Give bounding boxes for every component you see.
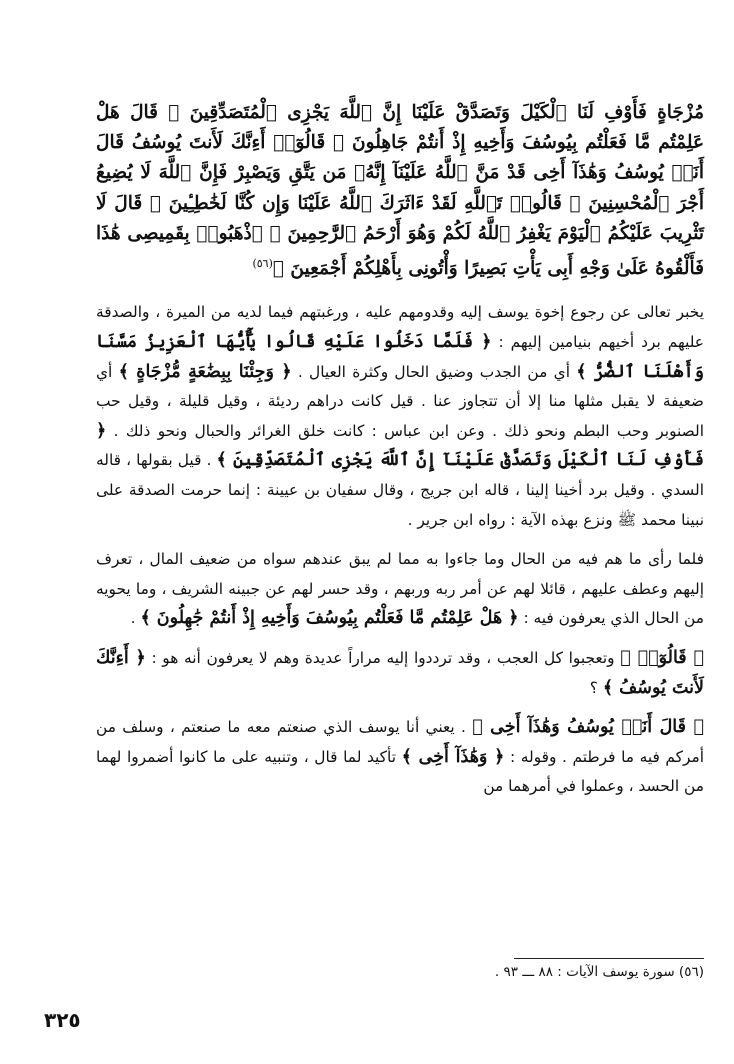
paragraph-text: وتعجبوا كل العجب ، وقد ترددوا إليه مراراً عديدة وهم لا يعرفون أنه هو :	[151, 648, 615, 667]
paragraph-text: .	[130, 609, 136, 628]
commentary-paragraph-3	[96, 644, 704, 703]
paragraph-text: . قيل بقولها ، قاله السدي . وقيل برد أخينا إلينا ، قاله ابن جريج ، وقال سفيان بن عيينة : إنما حرمت الصدقة على نبينا محمد ﷺ ونزع بهذه الآية : رواه ابن جرير .	[96, 451, 704, 529]
footnote-divider	[514, 958, 704, 959]
paragraph-text: يخبر تعالى عن رجوع إخوة يوسف إليه وقدومهم عليه ، ورغبتهم فيما لديه من الميرة ، والصدقة عليهم برد أخيهم بنيامين إليهم :	[96, 303, 704, 351]
quran-quote: ﴿ وَجِئْنَا بِبِضَٰعَةٍ مُّزْجَاةٍ ﴾	[118, 361, 292, 382]
paragraph-text: تأكيد لما قال ، وتنبيه على ما كانوا أضمروا لهما من الحسد ، وعملوا في أمرهما من	[96, 747, 704, 796]
paragraph-text: وعن ابن عباس : كانت خلق الغرائر والحبال ونحو ذلك .	[113, 421, 485, 440]
paragraph-text: فلما رأى ما هم فيه من الحال وما جاءوا به مما لم يبق عندهم سواه من ضعيف المال ، تعرف إليهم وعطف عليهم ، قائلا لهم عن أمر ربه وربهم ، وقد حسر لهم عن جبينه الشريف ، وما يحويه من الحال الذي يعرفون فيه :	[96, 550, 704, 628]
quran-quote: ﴿ فَأَوْفِ لَنَا ٱلْكَيْلَ وَتَصَدَّقْ عَلَيْنَآ إِنَّ ٱللَّهَ يَجْزِى ٱلْمُتَصَدِّقِينَ ﴾	[96, 420, 704, 471]
page-number: ٣٢٥	[44, 1008, 81, 1032]
commentary-paragraph-4	[96, 713, 704, 802]
footnote: (٥٦) سورة يوسف الآيات : ٨٨ ـــ ٩٣ .	[494, 964, 704, 980]
paragraph-text: أي ضعيفة لا يقبل مثلها منا إلا أن تتجاوز عنا . قيل كانت دراهم رديئة ، وقيل قليلة ، وقيل حب الصنوبر وحب البطم ونحو ذلك .	[96, 362, 704, 440]
quran-quote: ﴿ أَءِنَّكَ لَأَنتَ يُوسُفُ ﴾	[96, 647, 704, 698]
quran-quote: ﴿ قَالَ أَنَا۠ يُوسُفُ وَهَٰذَآ أَخِى ﴾	[472, 717, 704, 738]
commentary-paragraph-2	[96, 545, 704, 634]
quran-quote: ﴿ فَلَمَّا دَخَلُوا عَلَيْهِ قَالُوا يَٰٓأَيُّهَا ٱلْعَزِيزُ مَسَّنَا وَأَهْلَنَا ٱلضُّرُّ ﴾	[96, 331, 704, 382]
page-body	[96, 98, 704, 1038]
paragraph-text: ؟	[589, 678, 598, 697]
verse-text: مُزْجَاةٍ فَأَوْفِ لَنَا ٱلْكَيْلَ وَتَصَدَّقْ عَلَيْنَا إِنَّ ٱللَّهَ يَجْزِى ٱلْمُتَصَدِّقِينَ ۞ قَالَ هَلْ عَلِمْتُم مَّا فَعَلْتُم بِيُوسُفَ وَأَخِيهِ إِذْ أَنتُمْ جَاهِلُونَ ۞ قَالُوٓا۟ أَءِنَّكَ لَأَنتَ يُوسُفُ قَالَ أَنَا۠ يُوسُفُ وَهَٰذَآ أَخِى قَدْ مَنَّ ٱللَّهُ عَلَيْنَآ إِنَّهُۥ مَن يَتَّقِ وَيَصْبِرْ فَإِنَّ ٱللَّهَ لَا يُضِيعُ أَجْرَ ٱلْمُحْسِنِينَ ۞ قَالُوا۟ تَٱللَّهِ لَقَدْ ءَاثَرَكَ ٱللَّهُ عَلَيْنَا وَإِن كُنَّا لَخَٰطِـِٔينَ ۞ قَالَ لَا تَثْرِيبَ عَلَيْكُمُ ٱلْيَوْمَ يَغْفِرُ ٱللَّهُ لَكُمْ وَهُوَ أَرْحَمُ ٱلرَّٰحِمِينَ ۞ ٱذْهَبُوا۟ بِقَمِيصِى هَٰذَا فَأَلْقُوهُ عَلَىٰ وَجْهِ أَبِى يَأْتِ بَصِيرًا وَأْتُونِى بِأَهْلِكُمْ أَجْمَعِينَ ﴾	[96, 102, 704, 280]
quran-verse-block	[96, 98, 704, 284]
quran-quote: ﴿ وَهَٰذَآ أَخِى ﴾	[401, 746, 505, 767]
quran-quote: ﴿ قَالُوٓا۟ ﴾	[620, 647, 704, 668]
commentary-paragraph-1	[96, 298, 704, 535]
footnote-reference: (٥٦)	[252, 257, 273, 271]
paragraph-text: أي من الجدب وضيق الحال وكثرة العيال .	[297, 362, 570, 381]
paragraph-text: . يعني أنا يوسف الذي صنعتم معه ما صنعتم ، وسلف من أمركم فيه ما فرطتم . وقوله :	[96, 718, 704, 766]
quran-quote: ﴿ هَلْ عَلِمْتُم مَّا فَعَلْتُم بِيُوسُفَ وَأَخِيهِ إِذْ أَنتُمْ جَٰهِلُونَ ﴾	[140, 608, 519, 629]
